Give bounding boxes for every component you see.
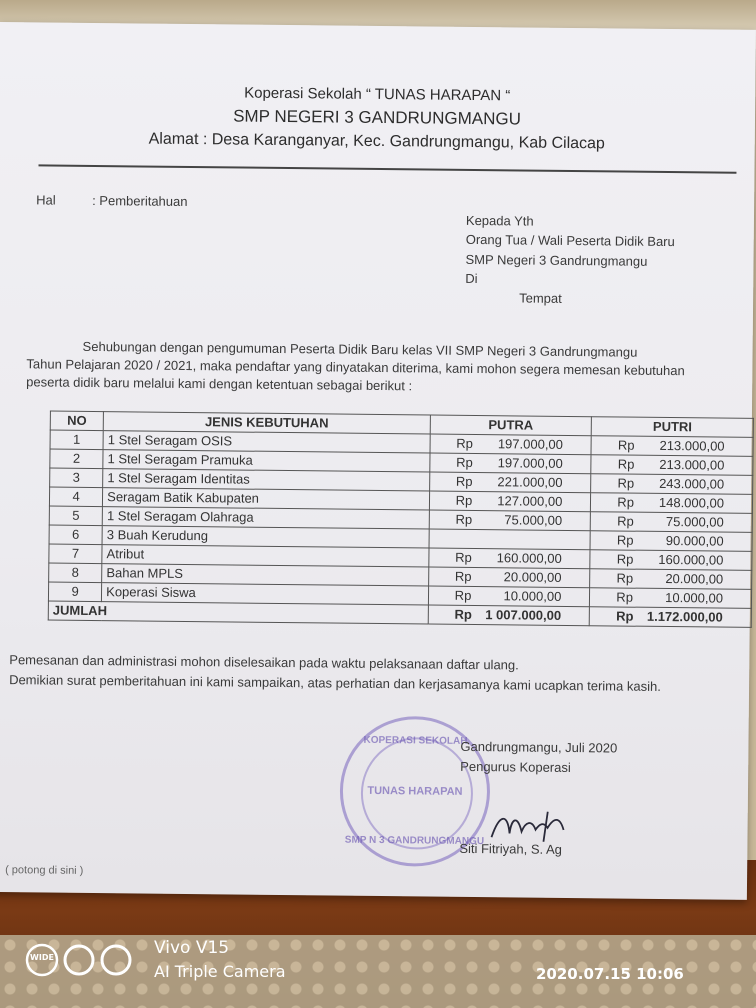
row-putra: [429, 548, 591, 569]
row-putra: [430, 453, 592, 474]
row-putri-amount: 90.000,00: [665, 533, 724, 549]
row-putri: [591, 455, 753, 476]
stamp-top-text: KOPERASI SEKOLAH: [363, 734, 468, 747]
row-putra: [429, 510, 591, 531]
row-item: 1 Stel Seragam OSIS: [103, 431, 430, 453]
recipient-line-5: Tempat: [519, 290, 562, 306]
recipient-line-4: Di: [465, 270, 478, 287]
row-putra-currency: Rp: [455, 549, 472, 565]
row-putri-currency: Rp: [616, 532, 634, 548]
row-putri: [590, 569, 752, 590]
header-line-2: SMP NEGERI 3 GANDRUNGMANGU: [233, 106, 522, 129]
header-line-1: Koperasi Sekolah “ TUNAS HARAPAN “: [244, 84, 511, 105]
row-putri-currency: Rp: [617, 494, 635, 510]
subject-label: Hal: [36, 192, 56, 208]
row-putri: [590, 531, 752, 552]
recipient-line-2: Orang Tua / Wali Peserta Didik Baru: [465, 231, 675, 250]
row-putri-currency: Rp: [617, 513, 634, 529]
recipient-line-1: Kepada Yth: [465, 212, 534, 229]
header-no: NO: [50, 411, 103, 431]
row-putri-amount: 148.000,00: [658, 494, 725, 511]
row-putra: [430, 434, 592, 455]
recipient-line-3: SMP Negeri 3 Gandrungmangu: [465, 251, 648, 269]
row-putri-amount: 243.000,00: [659, 475, 725, 492]
row-putri-currency: Rp: [617, 456, 635, 472]
row-putri: [591, 474, 753, 495]
header-item: JENIS KEBUTUHAN: [103, 412, 430, 434]
stamp-center-text: TUNAS HARAPAN: [367, 784, 463, 798]
row-putra-amount: 221.000,00: [497, 474, 563, 490]
body-line-3: peserta didik baru melalui kami dengan ketentuan sebagai berikut :: [26, 374, 413, 394]
row-putri: [590, 550, 752, 571]
row-putra-amount: 160.000,00: [496, 550, 562, 566]
row-item: 1 Stel Seragam Olahraga: [102, 507, 429, 529]
row-no: 3: [50, 468, 103, 488]
row-putra-amount: 197.000,00: [497, 455, 563, 471]
row-putra: [428, 586, 590, 607]
row-item: 1 Stel Seragam Pramuka: [103, 450, 430, 472]
row-putri-amount: 213.000,00: [659, 456, 725, 473]
row-putra-amount: 197.000,00: [497, 436, 564, 452]
total-putra: [428, 605, 590, 626]
row-putra: [428, 567, 590, 588]
total-putri: [590, 607, 752, 628]
header-divider: [38, 164, 736, 173]
row-putra: [429, 491, 591, 512]
row-putra: [429, 529, 591, 550]
row-putra-amount: 127.000,00: [497, 493, 563, 509]
row-no: 7: [49, 544, 102, 564]
total-label: JUMLAH: [48, 601, 428, 624]
row-item: Koperasi Siswa: [102, 583, 429, 605]
row-putra-amount: 10.000,00: [503, 588, 562, 604]
camera-model: Vivo V15: [154, 938, 230, 958]
camera-wide-badge: WIDE: [30, 953, 54, 962]
header-line-3: Alamat : Desa Karanganyar, Kec. Gandrungmangu, Kab Cilacap: [148, 130, 605, 153]
closing-line-2: Demikian surat pemberitahuan ini kami sampaikan, atas perhatian dan kerjasamanya kami ucapkan terima kasih.: [9, 672, 661, 694]
row-putri-amount: 75.000,00: [665, 514, 724, 530]
row-item: Bahan MPLS: [102, 564, 429, 586]
row-putra-amount: 20.000,00: [503, 569, 562, 585]
header-putra: PUTRA: [430, 415, 592, 436]
row-putra-amount: 75.000,00: [504, 512, 563, 528]
row-putri: [590, 588, 752, 609]
row-putra-currency: Rp: [455, 492, 473, 508]
closing-line-1: Pemesanan dan administrasi mohon diselesaikan pada waktu pelaksanaan daftar ulang.: [9, 652, 519, 673]
header-putri: PUTRI: [592, 417, 754, 438]
row-putri: [591, 512, 753, 533]
signature-place-date: Gandrungmangu, Juli 2020: [460, 738, 618, 756]
requirements-table: [48, 411, 754, 628]
row-no: 5: [49, 506, 102, 526]
row-putri-currency: Rp: [616, 570, 634, 586]
row-putra-currency: Rp: [454, 587, 472, 603]
row-no: 1: [50, 430, 103, 450]
row-putri-currency: Rp: [616, 589, 634, 605]
row-item: 3 Buah Kerudung: [102, 526, 429, 548]
row-no: 4: [49, 487, 102, 507]
signature-role: Pengurus Koperasi: [460, 758, 571, 776]
row-no: 9: [48, 582, 101, 602]
row-putra: [429, 472, 591, 493]
camera-descriptor: AI Triple Camera: [154, 962, 286, 981]
letter-paper: [0, 22, 756, 900]
row-putri: [591, 436, 753, 457]
total-putra-currency: Rp: [454, 606, 472, 622]
row-item: 1 Stel Seragam Identitas: [103, 469, 430, 491]
row-putri-amount: 213.000,00: [659, 437, 725, 454]
total-putra-amount: 1 007.000,00: [485, 607, 562, 623]
row-putri-currency: Rp: [617, 475, 635, 491]
row-putri-amount: 20.000,00: [665, 570, 724, 587]
row-putri-amount: 160.000,00: [658, 551, 724, 568]
camera-timestamp: 2020.07.15 10:06: [536, 965, 684, 983]
subject-value: : Pemberitahuan: [92, 192, 188, 209]
row-putra-currency: Rp: [455, 511, 473, 527]
signature-name: Siti Fitriyah, S. Ag: [459, 840, 563, 857]
row-putra-currency: Rp: [456, 454, 473, 470]
row-item: Seragam Batik Kabupaten: [103, 488, 430, 510]
row-putri-currency: Rp: [617, 437, 635, 453]
row-no: 2: [50, 449, 103, 469]
row-putri: [591, 493, 753, 514]
row-putra-currency: Rp: [455, 473, 473, 489]
row-putra-currency: Rp: [454, 568, 472, 584]
row-putra-currency: Rp: [456, 435, 474, 451]
row-putri-amount: 10.000,00: [665, 589, 724, 606]
stamp-bottom-text: SMP N 3 GANDRUNGMANGU: [344, 834, 485, 848]
row-putri-currency: Rp: [616, 551, 634, 567]
row-item: Atribut: [102, 545, 429, 567]
row-no: 6: [49, 525, 102, 545]
body-line-1: Sehubungan dengan pengumuman Peserta Didik Baru kelas VII SMP Negeri 3 Gandrungmangu: [82, 338, 638, 360]
total-putri-currency: Rp: [616, 608, 634, 624]
row-no: 8: [49, 563, 102, 583]
total-putri-amount: 1.172.000,00: [646, 608, 723, 625]
body-line-2: Tahun Pelajaran 2020 / 2021, maka pendaftar yang dinyatakan diterima, kami mohon segera memesan kebutuhan: [26, 356, 685, 379]
cut-line-note: ( potong di sini ): [5, 864, 84, 877]
